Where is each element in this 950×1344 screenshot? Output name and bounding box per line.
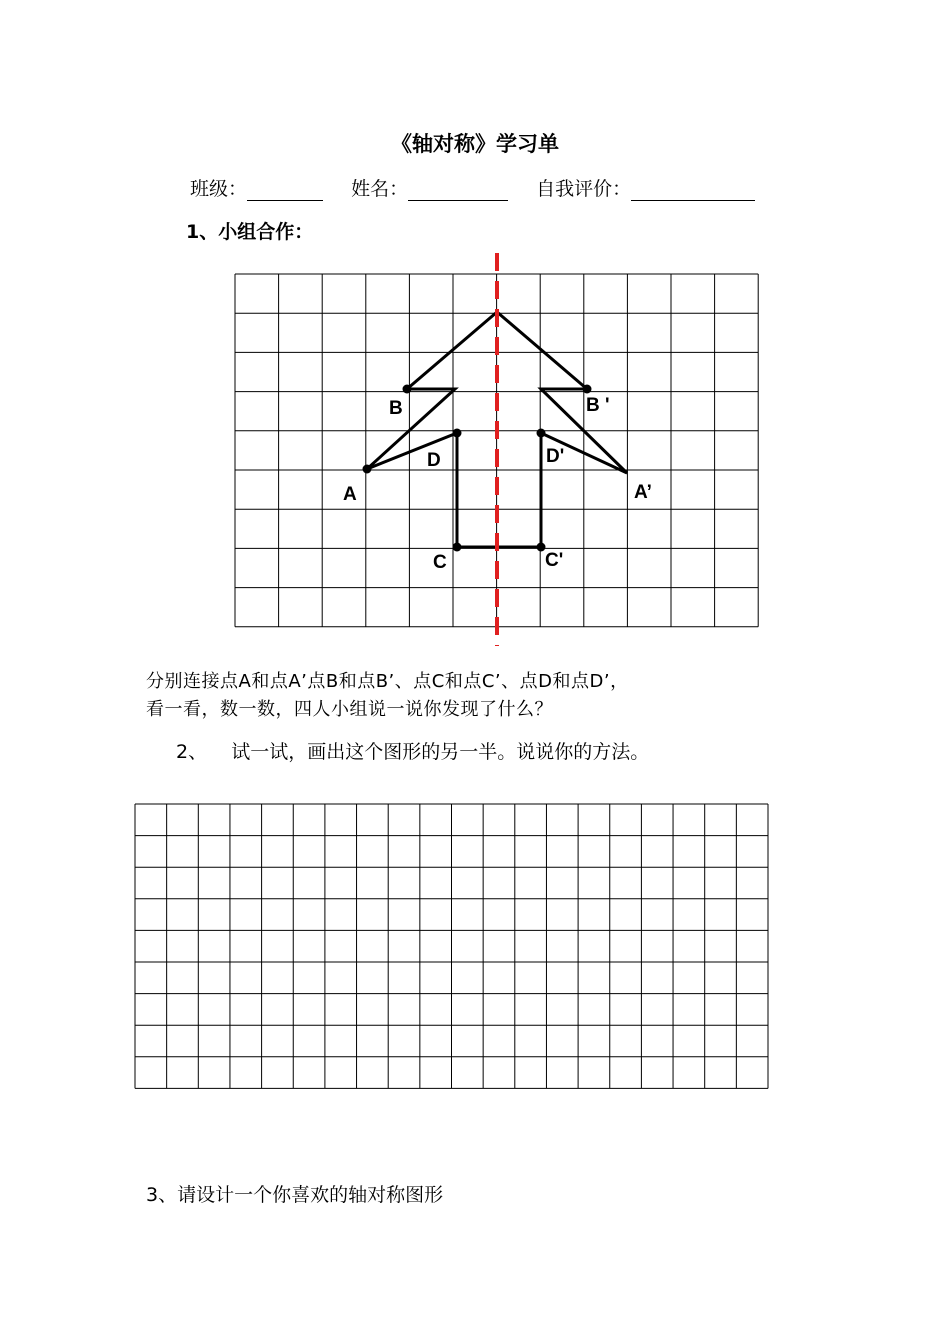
symmetry-figure bbox=[0, 0, 950, 660]
instructions-line-2: 看一看，数一数，四人小组说一说你发现了什么？ bbox=[146, 699, 553, 720]
question-3-heading: 3、请设计一个你喜欢的轴对称图形 bbox=[146, 1184, 444, 1206]
question-2-heading: 2、 试一试，画出这个图形的另一半。说说你的方法。 bbox=[176, 741, 650, 763]
point-c bbox=[453, 543, 462, 552]
tree-left-outline bbox=[367, 312, 497, 547]
drawing-grid[interactable] bbox=[0, 790, 950, 1100]
page-title: 《轴对称》学习单 bbox=[391, 132, 559, 156]
name-label: 姓名： bbox=[351, 178, 409, 200]
point-d-prime bbox=[537, 429, 546, 438]
point-a bbox=[363, 465, 372, 474]
label-d-prime: D' bbox=[546, 446, 565, 467]
label-d: D bbox=[427, 450, 441, 471]
label-c: C bbox=[433, 552, 447, 573]
label-b-prime: B ' bbox=[586, 395, 610, 416]
question-1-instructions bbox=[146, 668, 826, 724]
label-a-prime: A’ bbox=[634, 482, 652, 503]
point-d bbox=[453, 429, 462, 438]
point-b-prime bbox=[583, 385, 592, 394]
instructions-line-1: 分别连接点A和点A’点B和点B’、点C和点C’、点D和点D’， bbox=[146, 671, 629, 692]
class-label: 班级： bbox=[190, 178, 248, 200]
point-b bbox=[403, 385, 412, 394]
label-a: A bbox=[343, 484, 357, 505]
label-c-prime: C' bbox=[545, 550, 564, 571]
tree-right-outline bbox=[497, 312, 627, 547]
grid-2 bbox=[135, 804, 768, 1088]
self-evaluation-label: 自我评价： bbox=[536, 178, 632, 200]
label-b: B bbox=[389, 398, 403, 419]
question-1-heading: 1、小组合作： bbox=[186, 221, 314, 243]
